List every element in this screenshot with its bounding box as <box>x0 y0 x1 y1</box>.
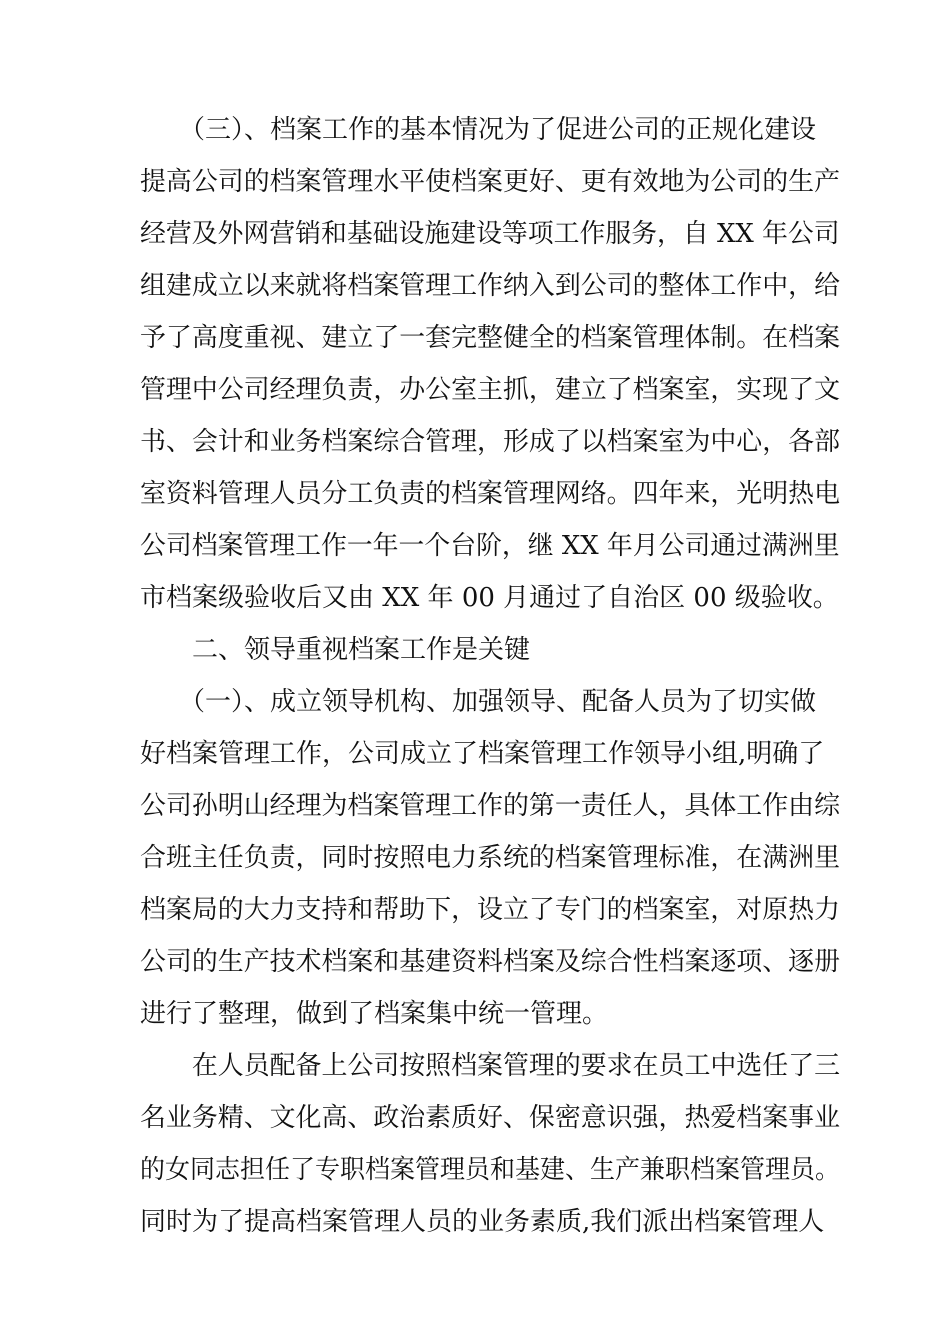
text-line: 组建成立以来就将档案管理工作纳入到公司的整体工作中，给 <box>140 271 841 301</box>
text-line: 在人员配备上公司按照档案管理的要求在员工中选任了三 <box>140 1051 841 1081</box>
text-line: 书、会计和业务档案综合管理，形成了以档案室为中心，各部 <box>140 427 841 457</box>
text-line: （一）、成立领导机构、加强领导、配备人员为了切实做 <box>140 687 817 717</box>
text-line: 的女同志担任了专职档案管理员和基建、生产兼职档案管理员。 <box>140 1155 841 1185</box>
text-line: 市档案级验收后又由 XX 年 00 月通过了自治区 00 级验收。 <box>140 583 839 613</box>
text-line: 公司的生产技术档案和基建资料档案及综合性档案逐项、逐册 <box>140 947 841 977</box>
section-heading: 二、领导重视档案工作是关键 <box>140 635 531 665</box>
text-line: 合班主任负责，同时按照电力系统的档案管理标准，在满洲里 <box>140 843 841 873</box>
text-line: 名业务精、文化高、政治素质好、保密意识强，热爱档案事业 <box>140 1103 841 1133</box>
text-line: 管理中公司经理负责，办公室主抓，建立了档案室，实现了文 <box>140 375 841 405</box>
text-line: 档案局的大力支持和帮助下，设立了专门的档案室，对原热力 <box>140 895 841 925</box>
text-line: （三）、档案工作的基本情况为了促进公司的正规化建设 <box>140 115 817 145</box>
text-line: 室资料管理人员分工负责的档案管理网络。四年来，光明热电 <box>140 479 841 509</box>
text-line: 好档案管理工作，公司成立了档案管理工作领导小组,明确了 <box>140 739 825 769</box>
text-line: 同时为了提高档案管理人员的业务素质,我们派出档案管理人 <box>140 1207 825 1237</box>
text-line: 予了高度重视、建立了一套完整健全的档案管理体制。在档案 <box>140 323 841 353</box>
text-line: 进行了整理，做到了档案集中统一管理。 <box>140 999 609 1029</box>
body-text <box>140 104 840 1248</box>
text-line: 公司档案管理工作一年一个台阶，继 XX 年月公司通过满洲里 <box>140 531 840 561</box>
text-line: 提高公司的档案管理水平使档案更好、更有效地为公司的生产 <box>140 167 841 197</box>
text-line: 公司孙明山经理为档案管理工作的第一责任人，具体工作由综 <box>140 791 841 821</box>
text-line: 经营及外网营销和基础设施建设等项工作服务，自 XX 年公司 <box>140 219 840 249</box>
